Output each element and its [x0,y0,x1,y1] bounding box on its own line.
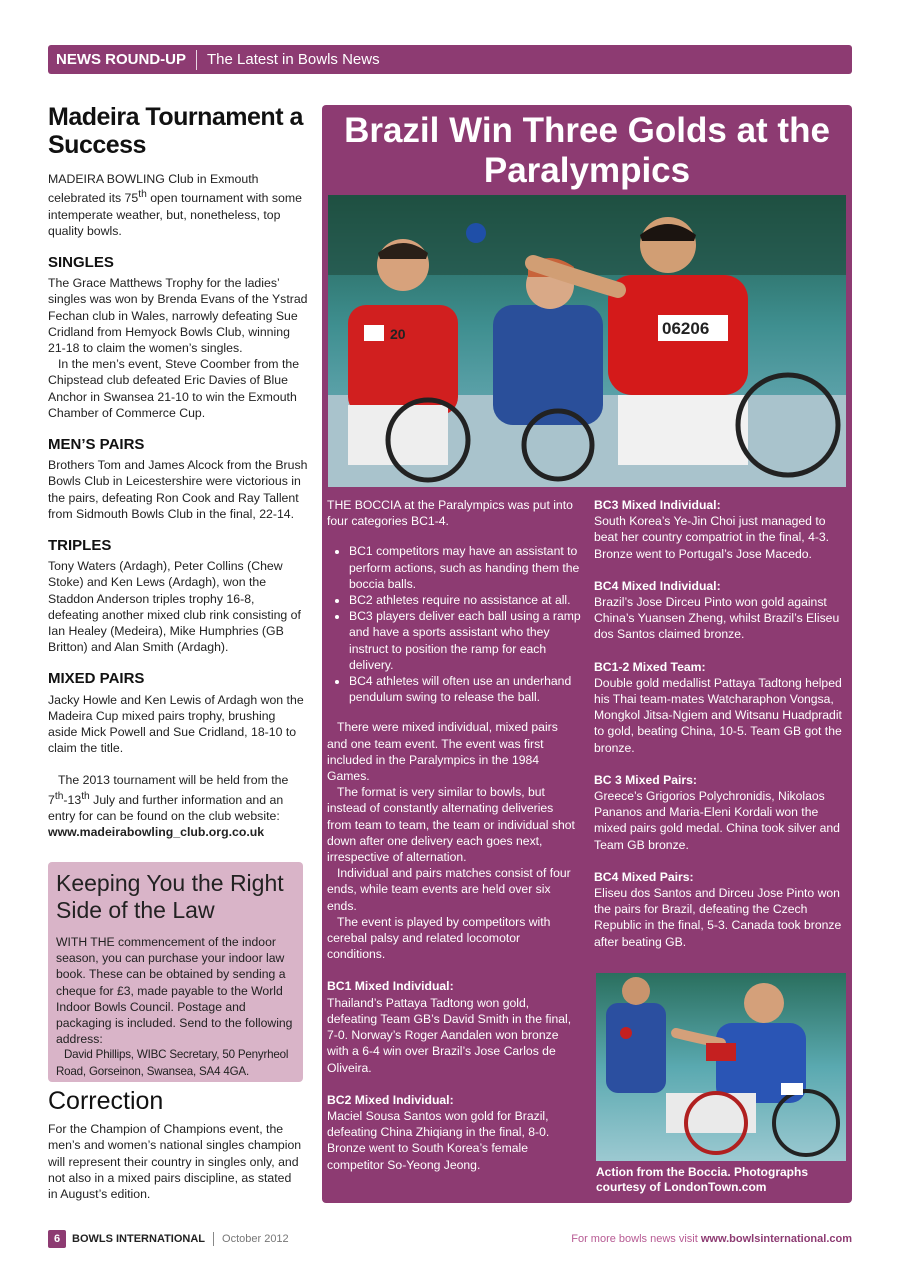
feature-column-left [327,497,581,1173]
feature-para-4: The event is played by competitors with cerebal palsy and related locomotor conditions. [327,914,551,962]
feature-para-1: There were mixed individual, mixed pairs and one team event. The event was first included in the Paralympics in the 1984 Games. [327,720,558,784]
footer-divider [213,1232,214,1246]
correction-article [48,1087,303,1202]
category-bc4: • BC4 athletes will often use an underhand pendulum swing to release the ball. [349,673,581,705]
club-website-link[interactable]: www.madeirabowling_club.org.co.uk [48,825,265,840]
paralympics-feature [322,105,852,1203]
issue-date: October 2012 [222,1233,289,1245]
feature-title: Brazil Win Three Golds at the Paralympics [344,111,830,190]
singles-para-1: The Grace Matthews Trophy for the ladies’ singles was won by Brenda Evans of the Ystrad Fechan club in Wales, narrowly defeating Sue Cridland from Hemyock Bowls Club, winning 21-18 to claim the women’s singles. [48,276,308,355]
result-text: Maciel Sousa Santos won gold for Brazil, defeating China Zhiqiang in the final, 8-0. Bronze went to South Korea’s female competitor So-Yeong Jeong. [327,1108,550,1172]
triples-heading: TRIPLES [48,536,112,554]
law-body: WITH THE commencement of the indoor season, you can purchase your indoor law book. These can be obtained by sending a cheque for £3, made payable to the World Indoor Bowls Council. Postage and packaging is included. Send to the following address: [56,935,293,1047]
mixed-pairs-para: Jacky Howle and Ken Lewis of Ardagh won the Madeira Cup mixed pairs trophy, brushing aside Mick Powell and Sue Cridland, 18-10 to claim the title. [48,692,304,756]
boccia-photo-secondary [596,973,846,1161]
result-text: Double gold medallist Pattaya Tadtong helped his Thai team-mates Watcharaphon Vongsa, Mongkol Jitsa-Ngiem and Witsanu Huadpradit to gold, beating China, 10-5. Team GB got the bronze. [594,675,842,755]
result-text: Brazil’s Jose Dirceu Pinto won gold against China’s Yuansen Zheng, whilst Brazil’s Eliseu dos Santos claimed bronze. [594,595,840,642]
footer-site-link[interactable]: www.bowlsinternational.com [700,1233,852,1245]
madeira-intro: MADEIRA BOWLING Club in Exmouth celebrated its 75th open tournament with some intemperate weather, but, nonetheless, top quality bowls. [48,172,302,238]
result-heading: BC1-2 Mixed Team: [594,659,706,674]
mixed-pairs-heading: MIXED PAIRS [48,670,145,688]
triples-para: Tony Waters (Ardagh), Peter Collins (Chew Stoke) and Ken Lews (Ardagh), won the Staddon Anderson triples trophy 16-8, defeating another mixed club rink consisting of Ian Healey (Medeira), Mike Humphries (GB Britton) and Alan Smith (Ardagh). [48,559,301,655]
law-box [48,862,303,1082]
feature-para-3: Individual and pairs matches consist of four ends, while team events are held over six ends. [327,866,571,913]
madeira-title: Madeira Tournament a Success [48,103,303,159]
result-heading: BC4 Mixed Individual: [594,578,721,593]
result-heading: BC3 Mixed Individual: [594,498,721,512]
law-title: Keeping You the Right Side of the Law [56,870,284,923]
madeira-article [48,103,308,840]
mens-pairs-para: Brothers Tom and James Alcock from the Brush Bowls Club in Leicestershire were victorious in the pairs, defeating Ron Cook and Ray Tallent from Sidmouth Bowls Club in the final, 22-14. [48,458,308,521]
section-label: NEWS ROUND-UP [56,51,186,68]
law-address: David Phillips, WIBC Secretary, 50 Penyrheol Road, Gorseinon, Swansea, SA4 4GA. [56,1048,289,1078]
header-divider [196,50,197,70]
page-number: 6 [48,1230,66,1248]
result-text: Thailand’s Pattaya Tadtong won gold, defeating Team GB’s David Smith in the final, 7-0. Norway’s Roger Aandalen won bronze with a 6-4 win over Brazil’s Jose Carlos de Oliveira. [327,995,572,1075]
feature-para-2: The format is very similar to bowls, but instead of constantly alternating deliveries from team to team, the team or individual shot down after one delivery each goes next, irrespective of alternation. [327,785,575,865]
result-heading: BC 3 Mixed Pairs: [594,772,697,787]
footer-more-news: For more bowls news visit www.bowlsinternational.com [571,1233,852,1245]
category-bc2: • BC2 athletes require no assistance at all. [349,592,581,608]
category-list [327,543,581,705]
photo-caption: Action from the Boccia. Photographs courtesy of LondonTown.com [596,1165,809,1194]
next-tournament-para: The 2013 tournament will be held from the 7th-13th July and further information and an entry for can be found on the club website: www.madeirabowling_club.org.co.uk [48,773,289,840]
result-text: Greece’s Grigorios Polychronidis, Nikolaos Pananos and Maria-Eleni Kordali won the mixed pairs gold medal. China took silver and Team GB bronze. [594,789,840,852]
feature-intro: THE BOCCIA at the Paralympics was put into four categories BC1-4. [327,498,573,529]
correction-body: For the Champion of Champions event, the men’s and women’s national singles champion will represent their country in singles only, and not also in a mixed pairs discipline, as stated in August’s edition. [48,1122,302,1202]
result-heading: BC1 Mixed Individual: [327,979,454,994]
mens-pairs-heading: MEN’S PAIRS [48,435,145,453]
result-heading: BC4 Mixed Pairs: [594,869,694,884]
category-bc3: • BC3 players deliver each ball using a ramp and have a sports assistant who they instruct to position the ramp for each delivery. [349,608,581,673]
section-header [48,45,852,74]
section-tagline: The Latest in Bowls News [207,51,380,68]
correction-title: Correction [48,1087,164,1115]
boccia-photo-main [328,195,846,487]
page-footer [48,1229,852,1249]
svg-text:20: 20 [390,326,406,342]
result-heading: BC2 Mixed Individual: [327,1092,454,1107]
feature-column-right [594,497,848,950]
magazine-name: BOWLS INTERNATIONAL [72,1233,206,1245]
result-text: South Korea’s Ye-Jin Choi just managed to beat her country compatriot in the final, 4-3. Bronze went to Portugal’s Jose Macedo. [594,514,830,561]
svg-text:06206: 06206 [662,319,710,338]
singles-para-2: In the men’s event, Steve Coomber from the Chipstead club defeated Eric Davies of Blue Anchor in Swansea 21-10 to win the Exmouth Chamber of Commerce Cup. [48,357,300,420]
result-text: Eliseu dos Santos and Dirceu Jose Pinto won the pairs for Brazil, defeating the Czech Republic in the final, 5-3. Canada took bronze after beating GB. [594,886,842,949]
category-bc1: • BC1 competitors may have an assistant to perform actions, such as handing them the boccia balls. [349,543,581,592]
singles-heading: SINGLES [48,253,114,271]
